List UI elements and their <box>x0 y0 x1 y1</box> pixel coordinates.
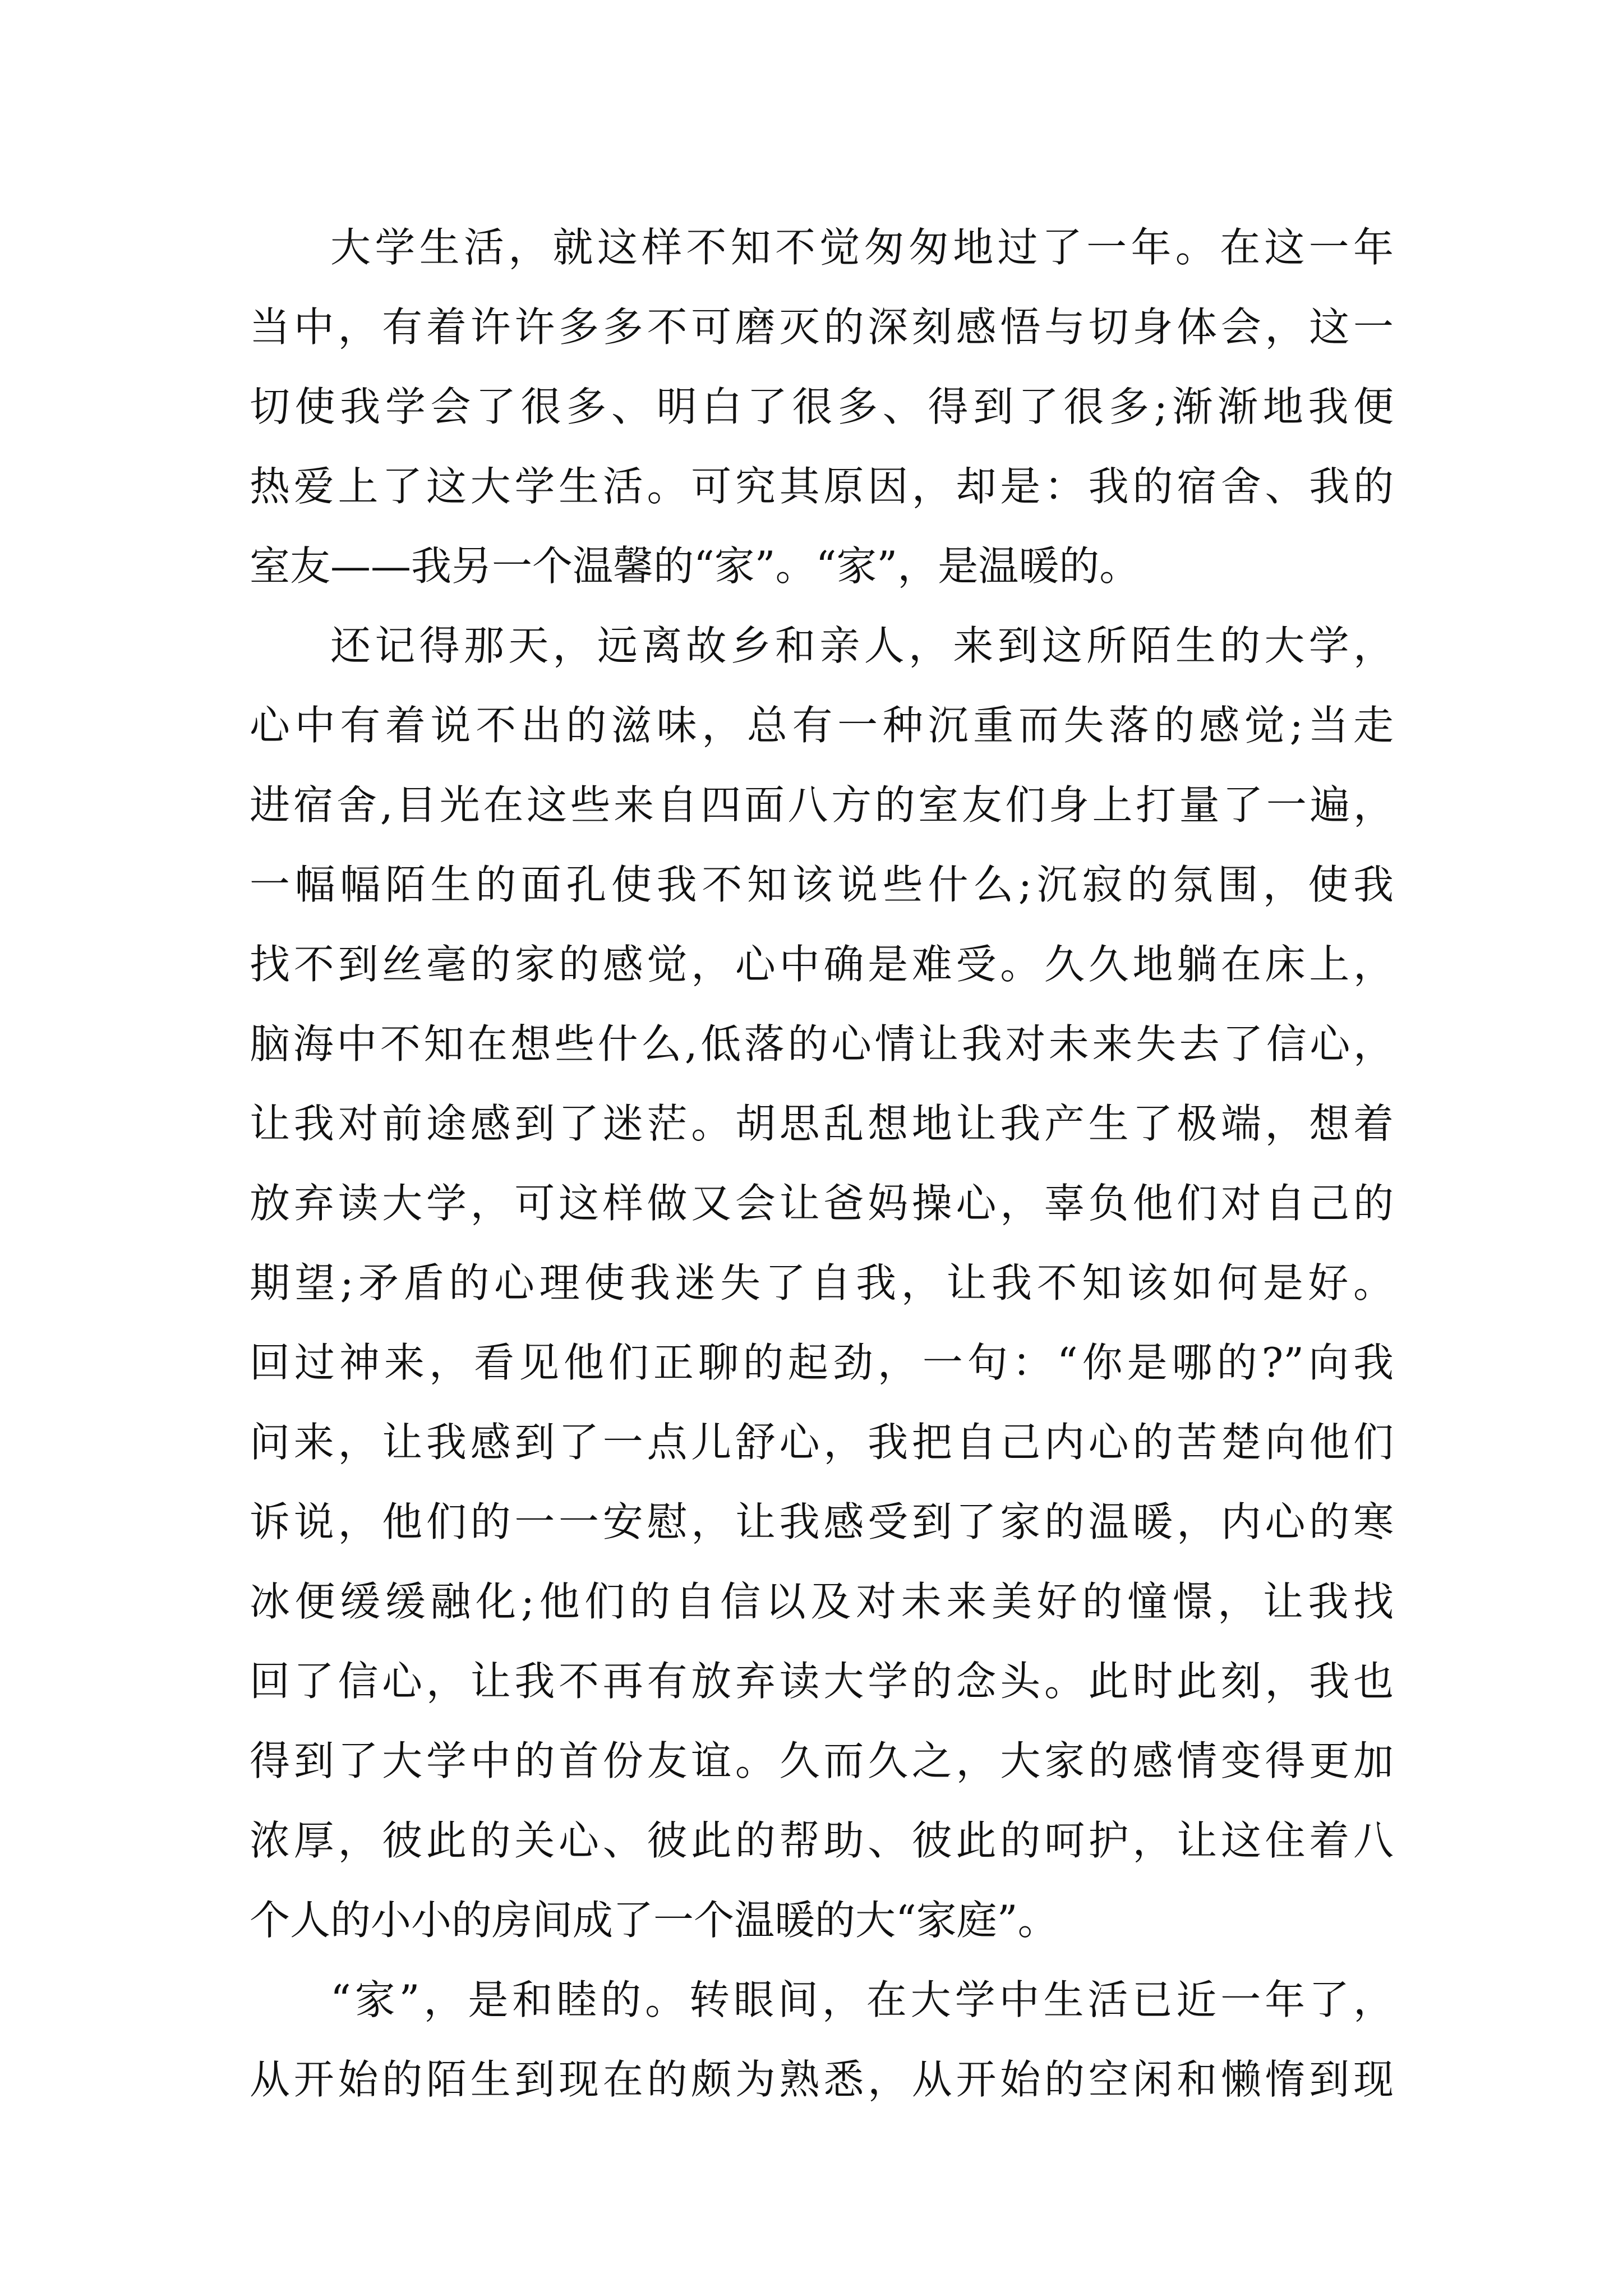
text-line: 心中有着说不出的滋味，总有一种沉重而失落的感觉;当走 <box>250 702 1394 749</box>
text-line: 让我对前途感到了迷茫。胡思乱想地让我产生了极端，想着 <box>250 1100 1394 1147</box>
text-line: 进宿舍,目光在这些来自四面八方的室友们身上打量了一遍， <box>250 781 1394 829</box>
text-line: 冰便缓缓融化;他们的自信以及对未来美好的憧憬，让我找 <box>250 1578 1394 1625</box>
paragraph <box>250 1960 1394 2119</box>
text-line: 一幅幅陌生的面孔使我不知该说些什么;沉寂的氛围，使我 <box>250 861 1394 908</box>
text-line: 脑海中不知在想些什么,低落的心情让我对未来失去了信心， <box>250 1020 1394 1068</box>
paragraph <box>250 208 1394 606</box>
text-line: 室友——我另一个温馨的“家”。“家”，是温暖的。 <box>250 542 1140 590</box>
text-line: 还记得那天，远离故乡和亲人，来到这所陌生的大学， <box>330 622 1394 669</box>
text-line: 回了信心，让我不再有放弃读大学的念头。此时此刻，我也 <box>250 1658 1394 1705</box>
body-text <box>250 208 1394 2119</box>
text-line: 个人的小小的房间成了一个温暖的大“家庭”。 <box>250 1897 1058 1944</box>
text-line: 切使我学会了很多、明白了很多、得到了很多;渐渐地我便 <box>250 383 1394 430</box>
text-line: 诉说，他们的一一安慰，让我感受到了家的温暖，内心的寒 <box>250 1498 1394 1545</box>
text-line: 放弃读大学，可这样做又会让爸妈操心，辜负他们对自己的 <box>250 1180 1394 1227</box>
text-line: 从开始的陌生到现在的颇为熟悉，从开始的空闲和懒惰到现 <box>250 2056 1394 2103</box>
text-line: “家”，是和睦的。转眼间，在大学中生活已近一年了， <box>330 1976 1394 2023</box>
text-line: 浓厚，彼此的关心、彼此的帮助、彼此的呵护，让这住着八 <box>250 1817 1394 1864</box>
paragraph <box>250 606 1394 1960</box>
text-line: 期望;矛盾的心理使我迷失了自我，让我不知该如何是好。 <box>250 1259 1394 1306</box>
text-line: 大学生活，就这样不知不觉匆匆地过了一年。在这一年 <box>330 224 1394 271</box>
text-line: 热爱上了这大学生活。可究其原因，却是：我的宿舍、我的 <box>250 463 1394 510</box>
text-line: 当中，有着许许多多不可磨灭的深刻感悟与切身体会，这一 <box>250 303 1394 351</box>
text-line: 找不到丝毫的家的感觉，心中确是难受。久久地躺在床上， <box>250 941 1394 988</box>
text-line: 问来，让我感到了一点儿舒心，我把自己内心的苦楚向他们 <box>250 1419 1394 1466</box>
text-line: 得到了大学中的首份友谊。久而久之，大家的感情变得更加 <box>250 1737 1394 1784</box>
text-line: 回过神来，看见他们正聊的起劲，一句：“你是哪的?”向我 <box>250 1339 1394 1386</box>
